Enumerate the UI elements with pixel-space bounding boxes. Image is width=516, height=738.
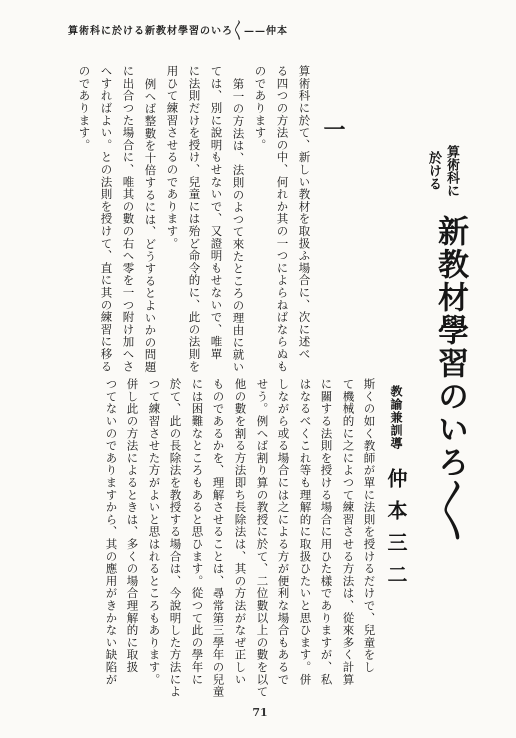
author-name: 仲本三二 (384, 468, 408, 596)
body-column: ものであるかを、理解させることは、尋常第三學年の兒童 (211, 378, 226, 698)
body-column: 用ひて練習させるのであります。 (165, 65, 180, 250)
article-title-prefix (414, 145, 466, 203)
body-column: に法則だけを授け、兒童には殆ど命令的に、此の法則を (187, 65, 202, 373)
body-column: せう。例へば割り算の教授に於て、二位數以上の數を以て (255, 378, 270, 698)
body-column: はなるべくこれ等も理解的に取扱ひたいと思ひます。併 (298, 378, 313, 686)
article-title: 新教材學習のいろ〱 (432, 215, 468, 543)
body-column: へすればよい。との法則を授けて、直に其の練習に移る (99, 65, 114, 373)
body-column: には困難なところもあると思ひます。從つて此の學年に (190, 378, 205, 686)
body-column: に關する法則を授ける場合に用ひた樣でありますが、私 (319, 378, 334, 686)
body-column: 他の數を割る方法即ち長除法は、其の方法がなぜ正しい (233, 378, 248, 686)
body-column: 併し此の方法によるときは、多くの場合理解的に取扱 (125, 378, 140, 674)
body-column: つてないのでありますから、其の應用がきかない缺陷が (104, 378, 119, 686)
body-column: ては、別に說明もせないで、又證明もせないで、唯單 (209, 65, 224, 361)
body-column: のであります。 (77, 65, 92, 152)
body-column: 第一の方法は、法則のよつて來たところの理由に就い (231, 78, 246, 374)
title-prefix-line-1: 算術科に (444, 145, 459, 197)
author-role: 教諭兼訓導 (389, 385, 403, 450)
body-column: 算術科に於て、新しい教材を取扱ふ場合に、次に述べ (297, 65, 312, 361)
page-number: 71 (252, 706, 268, 719)
body-column: つて練習させた方がよいと思はれるところもあります。 (147, 378, 162, 686)
body-column: 斯くの如く教師が單に法則を授けるだけで、兒童をし (362, 378, 377, 674)
body-column: 例へば整數を十倍するには、どうするとよいかの問題 (143, 78, 158, 374)
body-column: 於て、此の長除法を教授する場合は、今說明した方法によ (168, 378, 183, 698)
title-prefix-line-2: 於ける (426, 151, 441, 190)
running-header: 算術科に於ける新教材學習のいろ〱——仲本 (68, 26, 288, 37)
body-column: に出合つた場合に、唯其の數の右へ零を一つ附け加へさ (121, 65, 136, 373)
body-column: て機械的に之によつて練習させる方法は、從來多く計算 (341, 378, 356, 686)
body-column: のであります。 (253, 65, 268, 152)
body-column: しながら或る場合には之による方が便利な場合もあるで (276, 378, 291, 686)
section-number: 一 (320, 118, 346, 140)
body-column: る四つの方法の中、何れか其の一つによらねばならぬも (275, 65, 290, 373)
